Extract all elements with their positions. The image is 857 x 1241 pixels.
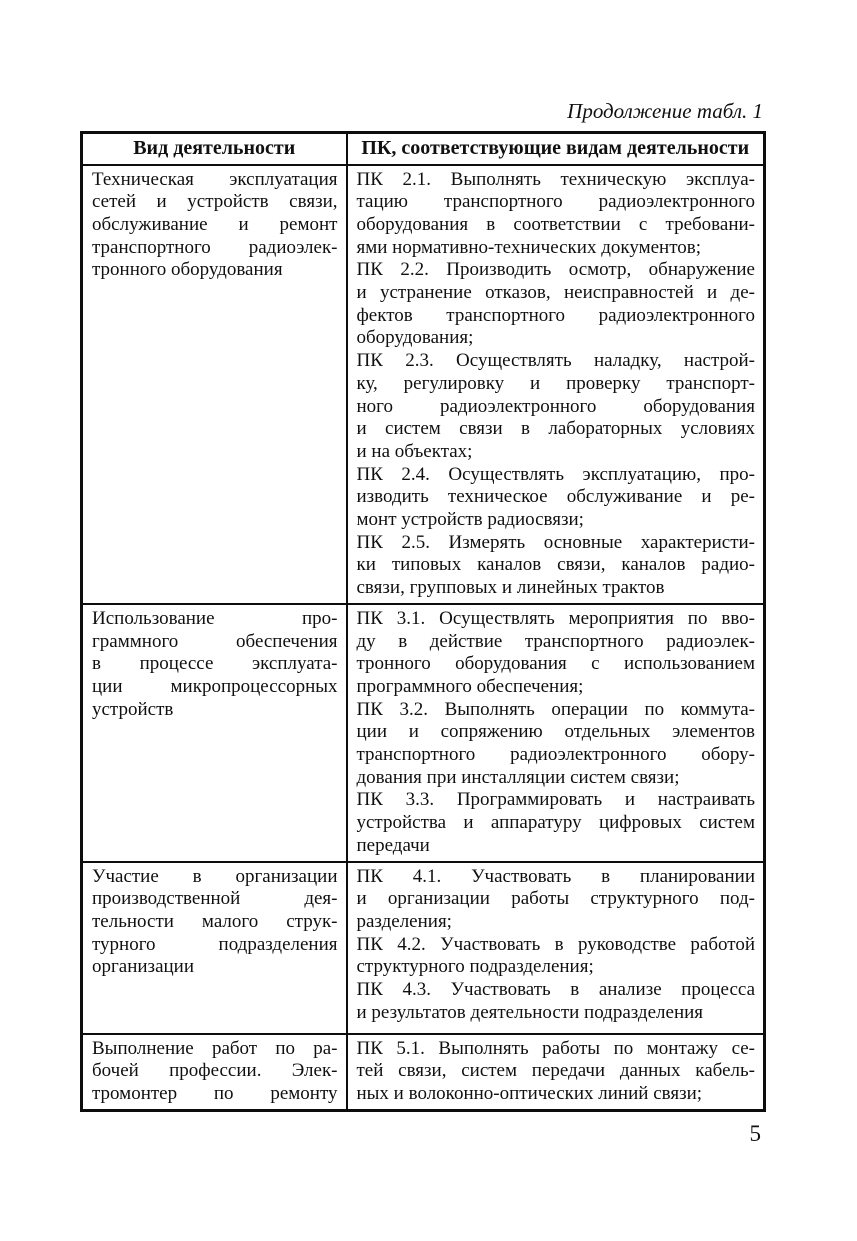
text-line: тронного оборудования с использованием	[356, 653, 755, 675]
text-line: ции и сопряжению отдельных элементов	[356, 721, 755, 743]
text-line: ПК 4.2. Участвовать в руководстве работой	[356, 933, 755, 955]
text-line: ПК 3.3. Программировать и настраивать	[356, 789, 755, 811]
text-line: граммного обеспечения	[92, 630, 338, 652]
text-line: ПК 2.4. Осуществлять эксплуатацию, про-	[356, 463, 755, 485]
text-line: и результатов деятельности подразделения	[356, 1001, 704, 1023]
text-line: производственной дея-	[92, 888, 338, 910]
table-continuation-caption: Продолжение табл. 1	[567, 99, 763, 123]
text-line: и на объектах;	[356, 440, 473, 462]
text-line: ку, регулировку и проверку транспорт-	[356, 372, 755, 394]
activity-cell	[82, 862, 347, 1034]
text-line: и организации работы структурного под-	[356, 888, 755, 910]
text-line: Техническая эксплуатация	[92, 168, 338, 190]
competency-cell	[347, 1034, 765, 1111]
table-body	[82, 165, 765, 1111]
text-line: структурного подразделения;	[356, 956, 594, 978]
text-line: ПК 3.2. Выполнять операции по коммута-	[356, 698, 755, 720]
text-line: ки типовых каналов связи, каналов радио-	[356, 554, 755, 576]
text-line: турного подразделения	[92, 933, 338, 955]
header-row	[82, 133, 765, 165]
activity-cell	[82, 165, 347, 604]
table-row	[82, 1034, 765, 1111]
text-line: оборудования в соответствии с требовани-	[356, 213, 755, 235]
text-line: передачи	[356, 834, 430, 856]
text-line: в процессе эксплуата-	[92, 653, 338, 675]
competency-cell	[347, 165, 765, 604]
text-line: сетей и устройств связи,	[92, 191, 338, 213]
text-line: устройства и аппаратуру цифровых систем	[356, 812, 755, 834]
text-line: ПК 2.3. Осуществлять наладку, настрой-	[356, 350, 755, 372]
header-competencies: ПК, соответствующие видам деятельности	[347, 133, 765, 165]
text-line: транспортного радиоэлектронного обору-	[356, 744, 755, 766]
table-header	[82, 133, 765, 165]
text-line: Выполнение работ по ра-	[92, 1037, 338, 1059]
table-row	[82, 862, 765, 1034]
text-line: организации	[92, 956, 195, 978]
text-line: и систем связи в лабораторных условиях	[356, 418, 755, 440]
text-line: транспортного радиоэлек-	[92, 236, 338, 258]
text-line: устройств	[92, 698, 174, 720]
text-line: ПК 2.2. Производить осмотр, обнаружение	[356, 259, 755, 281]
text-line: ями нормативно-технических документов;	[356, 236, 702, 258]
competency-cell	[347, 862, 765, 1034]
competency-cell	[347, 604, 765, 862]
text-line: разделения;	[356, 911, 452, 932]
text-line: оборудования;	[356, 327, 474, 349]
text-line: Использование про-	[92, 607, 338, 629]
activity-cell	[82, 604, 347, 862]
text-line: ПК 4.1. Участвовать в планировании	[356, 865, 755, 887]
text-line: связи, групповых и линейных трактов	[356, 577, 665, 599]
text-line: ПК 2.5. Измерять основные характеристи-	[356, 531, 755, 553]
text-line: дования при инсталляции систем связи;	[356, 766, 680, 788]
text-line: обслуживание и ремонт	[92, 213, 338, 235]
text-line: ду в действие транспортного радиоэлек-	[356, 630, 755, 652]
table-row	[82, 165, 765, 604]
text-line: ПК 2.1. Выполнять техническую эксплуа-	[356, 168, 755, 190]
text-line: тромонтер по ремонту	[92, 1083, 338, 1104]
text-line: ПК 4.3. Участвовать в анализе процесса	[356, 979, 755, 1001]
text-line: и устранение отказов, неисправностей и де-	[356, 282, 755, 304]
text-line: ПК 3.1. Осуществлять мероприятия по вво-	[356, 607, 755, 629]
page-number: 5	[749, 1121, 761, 1146]
activity-cell	[82, 1034, 347, 1111]
text-line: фектов транспортного радиоэлектронного	[356, 304, 755, 326]
text-line: ных и волоконно-оптических линий связи;	[356, 1083, 703, 1104]
text-line: тей связи, систем передачи данных кабель-	[356, 1060, 755, 1082]
text-line: тельности малого струк-	[92, 911, 338, 932]
text-line: тацию транспортного радиоэлектронного	[356, 191, 755, 213]
competencies-table	[80, 131, 766, 1112]
text-line: ции микропроцессорных	[92, 675, 338, 697]
table-row	[82, 604, 765, 862]
text-line: ного радиоэлектронного оборудования	[356, 395, 755, 417]
text-line: изводить техническое обслуживание и ре-	[356, 486, 755, 508]
text-line: Участие в организации	[92, 865, 338, 887]
text-line: программного обеспечения;	[356, 675, 584, 697]
text-line: ПК 5.1. Выполнять работы по монтажу се-	[356, 1037, 755, 1059]
text-line: тронного оборудования	[92, 259, 283, 281]
text-line: монт устройств радиосвязи;	[356, 509, 584, 531]
header-activity: Вид деятельности	[82, 133, 347, 165]
text-line: бочей профессии. Элек-	[92, 1060, 338, 1082]
